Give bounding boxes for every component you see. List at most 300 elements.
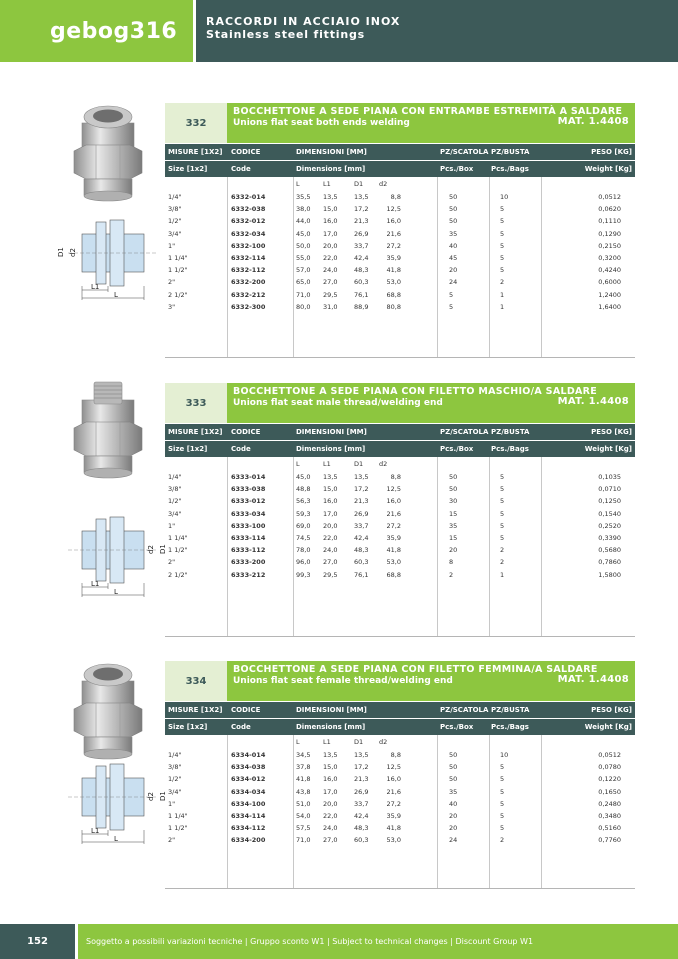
size-cell: 1/4" — [168, 193, 182, 202]
col-code-en: Code — [231, 445, 251, 453]
dim-d1-cell: 48,3 — [354, 266, 369, 275]
weight-cell: 0,1540 — [598, 509, 621, 518]
spec-table — [165, 103, 635, 358]
box-qty-cell: 24 — [449, 836, 458, 845]
size-cell: 3" — [168, 302, 176, 311]
bag-qty-cell: 2 — [500, 558, 505, 567]
dim-d2-cell: 21,6 — [386, 509, 401, 518]
weight-cell: 0,2520 — [598, 521, 621, 530]
dim-d1-cell: 17,2 — [354, 485, 369, 494]
sub-d1: D1 — [354, 180, 364, 188]
dim-l1-cell: 15,0 — [323, 205, 338, 214]
dim-l-cell: 51,0 — [296, 799, 311, 808]
code-cell: 6333-114 — [231, 534, 266, 543]
table-title-bar — [165, 383, 635, 423]
size-cell: 1/2" — [168, 217, 182, 226]
header-row-it — [165, 702, 635, 718]
code-cell: 6334-200 — [231, 836, 266, 845]
technical-drawing — [58, 509, 168, 599]
dimensions-cell — [293, 812, 437, 820]
sub-l1: L1 — [323, 460, 331, 468]
weight-cell: 1,6400 — [598, 302, 621, 311]
col-bag-en: Pcs./Bags — [491, 445, 529, 453]
product-code: 333 — [165, 383, 227, 423]
table-row — [165, 203, 635, 215]
dim-l-cell: 71,0 — [296, 290, 311, 299]
dim-l-cell: 45,0 — [296, 229, 311, 238]
dimensions-cell — [293, 485, 437, 493]
size-cell: 2" — [168, 278, 176, 287]
dimensions-cell — [293, 254, 437, 262]
size-cell: 3/8" — [168, 763, 182, 772]
box-qty-cell: 5 — [449, 302, 454, 311]
header-row-en — [165, 161, 635, 177]
dim-l-cell: 57,5 — [296, 824, 311, 833]
bag-qty-cell: 5 — [500, 473, 505, 482]
dim-d1-cell: 42,4 — [354, 254, 369, 263]
box-qty-cell: 50 — [449, 775, 458, 784]
box-qty-cell: 50 — [449, 193, 458, 202]
drawing-label-l: L — [114, 588, 118, 596]
product-code: 332 — [165, 103, 227, 143]
column-divider — [541, 457, 542, 636]
col-dim-it: DIMENSIONI [MM] — [296, 706, 367, 714]
sub-d2: d2 — [379, 180, 388, 188]
weight-cell: 0,1290 — [598, 229, 621, 238]
code-cell: 6334-014 — [231, 751, 266, 760]
fitting-photo — [66, 103, 150, 203]
dim-l1-cell: 13,5 — [323, 473, 338, 482]
dim-l-cell: 38,0 — [296, 205, 311, 214]
dimensions-cell — [293, 522, 437, 530]
brand-logo — [0, 0, 193, 62]
col-code-it: CODICE — [231, 148, 261, 156]
weight-cell: 0,1250 — [598, 497, 621, 506]
dim-l-cell: 44,0 — [296, 217, 311, 226]
dim-l-cell: 80,0 — [296, 302, 311, 311]
col-size-it: MISURE [1X2] — [168, 148, 223, 156]
table-body — [165, 177, 635, 358]
dim-d2-cell: 41,8 — [386, 266, 401, 275]
column-divider — [227, 457, 228, 636]
header-row-en — [165, 719, 635, 735]
dim-l1-cell: 20,0 — [323, 241, 338, 250]
dim-d2-cell: 27,2 — [386, 241, 401, 250]
code-cell: 6332-100 — [231, 241, 266, 250]
table-title-bar — [165, 103, 635, 143]
bag-qty-cell: 5 — [500, 534, 505, 543]
weight-cell: 0,7860 — [598, 558, 621, 567]
dimensions-cell — [293, 266, 437, 274]
drawing-label-d1: D1 — [159, 791, 167, 801]
column-divider — [293, 735, 294, 888]
dim-l-cell: 56,3 — [296, 497, 311, 506]
size-cell: 3/4" — [168, 229, 182, 238]
code-cell: 6333-014 — [231, 473, 266, 482]
column-divider — [437, 735, 438, 888]
header-row-en — [165, 441, 635, 457]
dim-d2-cell: 12,5 — [386, 205, 401, 214]
weight-cell: 0,1220 — [598, 775, 621, 784]
product-title-block — [227, 103, 635, 143]
dim-d2-cell: 35,9 — [386, 534, 401, 543]
drawing-label-d2: d2 — [147, 792, 155, 801]
size-cell: 1" — [168, 241, 176, 250]
box-qty-cell: 35 — [449, 229, 458, 238]
table-row — [165, 215, 635, 227]
size-cell: 1 1/2" — [168, 824, 188, 833]
bag-qty-cell: 5 — [500, 229, 505, 238]
weight-cell: 0,3390 — [598, 534, 621, 543]
dimension-subheaders — [293, 180, 437, 188]
size-cell: 3/8" — [168, 205, 182, 214]
column-divider — [489, 735, 490, 888]
col-code-en: Code — [231, 165, 251, 173]
weight-cell: 0,6000 — [598, 278, 621, 287]
dim-d1-cell: 60,3 — [354, 558, 369, 567]
column-divider — [489, 177, 490, 357]
dim-d1-cell: 13,5 — [354, 193, 369, 202]
size-cell: 2" — [168, 836, 176, 845]
dim-d1-cell: 48,3 — [354, 824, 369, 833]
bag-qty-cell: 5 — [500, 521, 505, 530]
product-title-it: BOCCHETTONE A SEDE PIANA CON ENTRAMBE ESTREMITÀ A SALDARE — [233, 106, 623, 117]
dim-l1-cell: 31,0 — [323, 302, 338, 311]
technical-drawing — [58, 756, 168, 846]
dim-l1-cell: 17,0 — [323, 229, 338, 238]
col-weight-en: Weight [Kg] — [584, 445, 632, 453]
box-qty-cell: 35 — [449, 521, 458, 530]
dim-l1-cell: 22,0 — [323, 534, 338, 543]
dim-l-cell: 57,0 — [296, 266, 311, 275]
dim-l-cell: 35,5 — [296, 193, 311, 202]
dimensions-cell — [293, 824, 437, 832]
dimensions-cell — [293, 230, 437, 238]
dimensions-cell — [293, 546, 437, 554]
dim-d2-cell: 21,6 — [386, 787, 401, 796]
col-code-it: CODICE — [231, 706, 261, 714]
bag-qty-cell: 10 — [500, 751, 509, 760]
weight-cell: 0,5160 — [598, 824, 621, 833]
dimension-subheader-row — [165, 177, 635, 191]
dim-d1-cell: 17,2 — [354, 763, 369, 772]
size-cell: 1/4" — [168, 751, 182, 760]
dim-d2-cell: 53,0 — [386, 558, 401, 567]
dim-d1-cell: 60,3 — [354, 836, 369, 845]
dim-d2-cell: 80,8 — [386, 302, 401, 311]
dimensions-cell — [293, 751, 437, 759]
dim-d2-cell: 68,8 — [386, 290, 401, 299]
code-cell: 6332-300 — [231, 302, 266, 311]
dimensions-cell — [293, 278, 437, 286]
col-bag-it: PZ/BUSTA — [491, 428, 530, 436]
dimensions-cell — [293, 291, 437, 299]
bag-qty-cell: 2 — [500, 278, 505, 287]
col-dim-it: DIMENSIONI [MM] — [296, 148, 367, 156]
size-cell: 3/8" — [168, 485, 182, 494]
dim-d2-cell: 41,8 — [386, 824, 401, 833]
header-title-block — [196, 0, 678, 62]
drawing-label-l: L — [114, 291, 118, 299]
table-row — [165, 508, 635, 520]
weight-cell: 0,0710 — [598, 485, 621, 494]
dim-d2-cell: 16,0 — [386, 217, 401, 226]
dim-l-cell: 54,0 — [296, 812, 311, 821]
dim-d2-cell: 16,0 — [386, 497, 401, 506]
dim-d2-cell: 53,0 — [386, 278, 401, 287]
weight-cell: 0,5680 — [598, 546, 621, 555]
box-qty-cell: 15 — [449, 509, 458, 518]
box-qty-cell: 20 — [449, 266, 458, 275]
size-cell: 1/2" — [168, 497, 182, 506]
col-code-en: Code — [231, 723, 251, 731]
code-cell: 6332-112 — [231, 266, 266, 275]
dimension-subheaders — [293, 460, 437, 468]
dimensions-cell — [293, 534, 437, 542]
box-qty-cell: 24 — [449, 278, 458, 287]
header-subtitle: Stainless steel fittings — [206, 28, 365, 41]
code-cell: 6333-100 — [231, 521, 266, 530]
box-qty-cell: 35 — [449, 787, 458, 796]
bag-qty-cell: 5 — [500, 775, 505, 784]
code-cell: 6334-012 — [231, 775, 266, 784]
column-divider — [293, 177, 294, 357]
dim-d1-cell: 21,3 — [354, 497, 369, 506]
dim-l1-cell: 29,5 — [323, 290, 338, 299]
box-qty-cell: 45 — [449, 254, 458, 263]
bag-qty-cell: 5 — [500, 205, 505, 214]
weight-cell: 0,0780 — [598, 763, 621, 772]
weight-cell: 0,3200 — [598, 254, 621, 263]
table-row — [165, 810, 635, 822]
size-cell: 1 1/4" — [168, 254, 188, 263]
col-box-en: Pcs./Box — [440, 723, 474, 731]
dim-l1-cell: 16,0 — [323, 497, 338, 506]
weight-cell: 0,0620 — [598, 205, 621, 214]
col-dim-it: DIMENSIONI [MM] — [296, 428, 367, 436]
spec-table — [165, 661, 635, 889]
dim-d2-cell: 21,6 — [386, 229, 401, 238]
bag-qty-cell: 2 — [500, 546, 505, 555]
dim-l-cell: 37,8 — [296, 763, 311, 772]
box-qty-cell: 2 — [449, 570, 454, 579]
dim-d1-cell: 76,1 — [354, 290, 369, 299]
dim-l-cell: 34,5 — [296, 751, 311, 760]
dim-l1-cell: 22,0 — [323, 812, 338, 821]
col-bag-it: PZ/BUSTA — [491, 148, 530, 156]
product-illustration — [40, 103, 162, 343]
drawing-label-l1: L1 — [91, 580, 100, 588]
size-cell: 2 1/2" — [168, 570, 188, 579]
dim-d1-cell: 48,3 — [354, 546, 369, 555]
col-weight-en: Weight [Kg] — [584, 723, 632, 731]
table-title-bar — [165, 661, 635, 701]
dim-l-cell: 59,3 — [296, 509, 311, 518]
col-weight-it: PESO [KG] — [591, 428, 632, 436]
product-title-it: BOCCHETTONE A SEDE PIANA CON FILETTO MASCHIO/A SALDARE — [233, 386, 598, 397]
size-cell: 1 1/4" — [168, 534, 188, 543]
col-size-en: Size [1x2] — [168, 723, 208, 731]
dimensions-cell — [293, 763, 437, 771]
spec-table — [165, 383, 635, 637]
weight-cell: 0,0512 — [598, 193, 621, 202]
bag-qty-cell: 5 — [500, 497, 505, 506]
code-cell: 6333-200 — [231, 558, 266, 567]
bag-qty-cell: 5 — [500, 217, 505, 226]
table-row — [165, 483, 635, 495]
product-title-en: Unions flat seat both ends welding — [233, 118, 410, 128]
col-bag-en: Pcs./Bags — [491, 165, 529, 173]
code-cell: 6332-014 — [231, 193, 266, 202]
sub-d2: d2 — [379, 738, 388, 746]
box-qty-cell: 40 — [449, 241, 458, 250]
dimensions-cell — [293, 510, 437, 518]
dimensions-cell — [293, 303, 437, 311]
dim-d2-cell: 68,8 — [386, 570, 401, 579]
product-title-it: BOCCHETTONE A SEDE PIANA CON FILETTO FEMMINA/A SALDARE — [233, 664, 598, 675]
bag-qty-cell: 5 — [500, 763, 505, 772]
box-qty-cell: 50 — [449, 751, 458, 760]
dim-d1-cell: 76,1 — [354, 570, 369, 579]
dim-l1-cell: 13,5 — [323, 751, 338, 760]
dim-l1-cell: 17,0 — [323, 509, 338, 518]
col-bag-en: Pcs./Bags — [491, 723, 529, 731]
dim-l1-cell: 27,0 — [323, 836, 338, 845]
dim-d1-cell: 33,7 — [354, 241, 369, 250]
code-cell: 6333-112 — [231, 546, 266, 555]
sub-d1: D1 — [354, 460, 364, 468]
size-cell: 3/4" — [168, 787, 182, 796]
column-divider — [293, 457, 294, 636]
dim-d2-cell: 12,5 — [386, 763, 401, 772]
dim-l-cell: 65,0 — [296, 278, 311, 287]
table-row — [165, 532, 635, 544]
product-title-block — [227, 661, 635, 701]
page-footer — [0, 924, 678, 959]
dim-d1-cell: 42,4 — [354, 812, 369, 821]
box-qty-cell: 15 — [449, 534, 458, 543]
weight-cell: 0,1650 — [598, 787, 621, 796]
table-row — [165, 264, 635, 276]
dim-l-cell: 43,8 — [296, 787, 311, 796]
drawing-label-l: L — [114, 835, 118, 843]
dim-l-cell: 71,0 — [296, 836, 311, 845]
drawing-label-d2: d2 — [69, 248, 77, 257]
dim-d1-cell: 42,4 — [354, 534, 369, 543]
sub-l: L — [296, 738, 300, 746]
col-weight-en: Weight [Kg] — [584, 165, 632, 173]
column-divider — [541, 177, 542, 357]
dim-l1-cell: 16,0 — [323, 775, 338, 784]
product-section-332 — [0, 103, 678, 363]
size-cell: 3/4" — [168, 509, 182, 518]
drawing-label-d2: d2 — [147, 545, 155, 554]
table-row — [165, 822, 635, 834]
box-qty-cell: 50 — [449, 473, 458, 482]
product-title-en: Unions flat seat female thread/welding end — [233, 676, 453, 686]
header-title: RACCORDI IN ACCIAIO INOX — [206, 15, 401, 28]
col-dim-en: Dimensions [mm] — [296, 165, 366, 173]
table-row — [165, 240, 635, 252]
dim-d1-cell: 26,9 — [354, 787, 369, 796]
table-row — [165, 289, 635, 301]
table-row — [165, 301, 635, 313]
col-box-it: PZ/SCATOLA — [440, 148, 489, 156]
dim-d2-cell: 35,9 — [386, 254, 401, 263]
bag-qty-cell: 1 — [500, 302, 505, 311]
dim-l-cell: 74,5 — [296, 534, 311, 543]
dim-l1-cell: 15,0 — [323, 485, 338, 494]
bag-qty-cell: 10 — [500, 193, 509, 202]
code-cell: 6332-212 — [231, 290, 266, 299]
size-cell: 1/4" — [168, 473, 182, 482]
dim-d1-cell: 21,3 — [354, 217, 369, 226]
dimensions-cell — [293, 788, 437, 796]
weight-cell: 0,7760 — [598, 836, 621, 845]
weight-cell: 0,2150 — [598, 241, 621, 250]
bag-qty-cell: 5 — [500, 485, 505, 494]
column-divider — [541, 735, 542, 888]
weight-cell: 1,5800 — [598, 570, 621, 579]
dim-d2-cell: 27,2 — [386, 521, 401, 530]
table-row — [165, 556, 635, 568]
code-cell: 6334-038 — [231, 763, 266, 772]
col-box-it: PZ/SCATOLA — [440, 428, 489, 436]
dim-d2-cell: 27,2 — [386, 799, 401, 808]
size-cell: 2 1/2" — [168, 290, 188, 299]
page-number: 152 — [0, 924, 75, 959]
table-row — [165, 569, 635, 581]
dim-l-cell: 99,3 — [296, 570, 311, 579]
dim-d2-cell: 8,8 — [390, 473, 401, 482]
sub-l1: L1 — [323, 180, 331, 188]
dim-l-cell: 48,8 — [296, 485, 311, 494]
dim-l1-cell: 20,0 — [323, 521, 338, 530]
dim-d1-cell: 13,5 — [354, 751, 369, 760]
dim-l-cell: 78,0 — [296, 546, 311, 555]
technical-drawing — [58, 212, 168, 302]
dim-d2-cell: 8,8 — [390, 751, 401, 760]
bag-qty-cell: 5 — [500, 509, 505, 518]
col-box-en: Pcs./Box — [440, 165, 474, 173]
bag-qty-cell: 5 — [500, 254, 505, 263]
product-title-block — [227, 383, 635, 423]
table-row — [165, 834, 635, 846]
table-row — [165, 520, 635, 532]
dim-l-cell: 41,8 — [296, 775, 311, 784]
column-divider — [437, 177, 438, 357]
dim-l1-cell: 29,5 — [323, 570, 338, 579]
code-cell: 6333-012 — [231, 497, 266, 506]
code-cell: 6334-034 — [231, 787, 266, 796]
dim-l-cell: 50,0 — [296, 241, 311, 250]
dimension-subheader-row — [165, 457, 635, 471]
bag-qty-cell: 5 — [500, 824, 505, 833]
dim-l-cell: 55,0 — [296, 254, 311, 263]
table-body — [165, 457, 635, 637]
dim-l1-cell: 27,0 — [323, 278, 338, 287]
dim-d1-cell: 26,9 — [354, 229, 369, 238]
col-dim-en: Dimensions [mm] — [296, 723, 366, 731]
column-divider — [227, 735, 228, 888]
box-qty-cell: 40 — [449, 799, 458, 808]
dimensions-cell — [293, 800, 437, 808]
code-cell: 6333-212 — [231, 570, 266, 579]
code-cell: 6332-012 — [231, 217, 266, 226]
code-cell: 6334-100 — [231, 799, 266, 808]
size-cell: 1 1/4" — [168, 812, 188, 821]
product-section-333 — [0, 383, 678, 643]
